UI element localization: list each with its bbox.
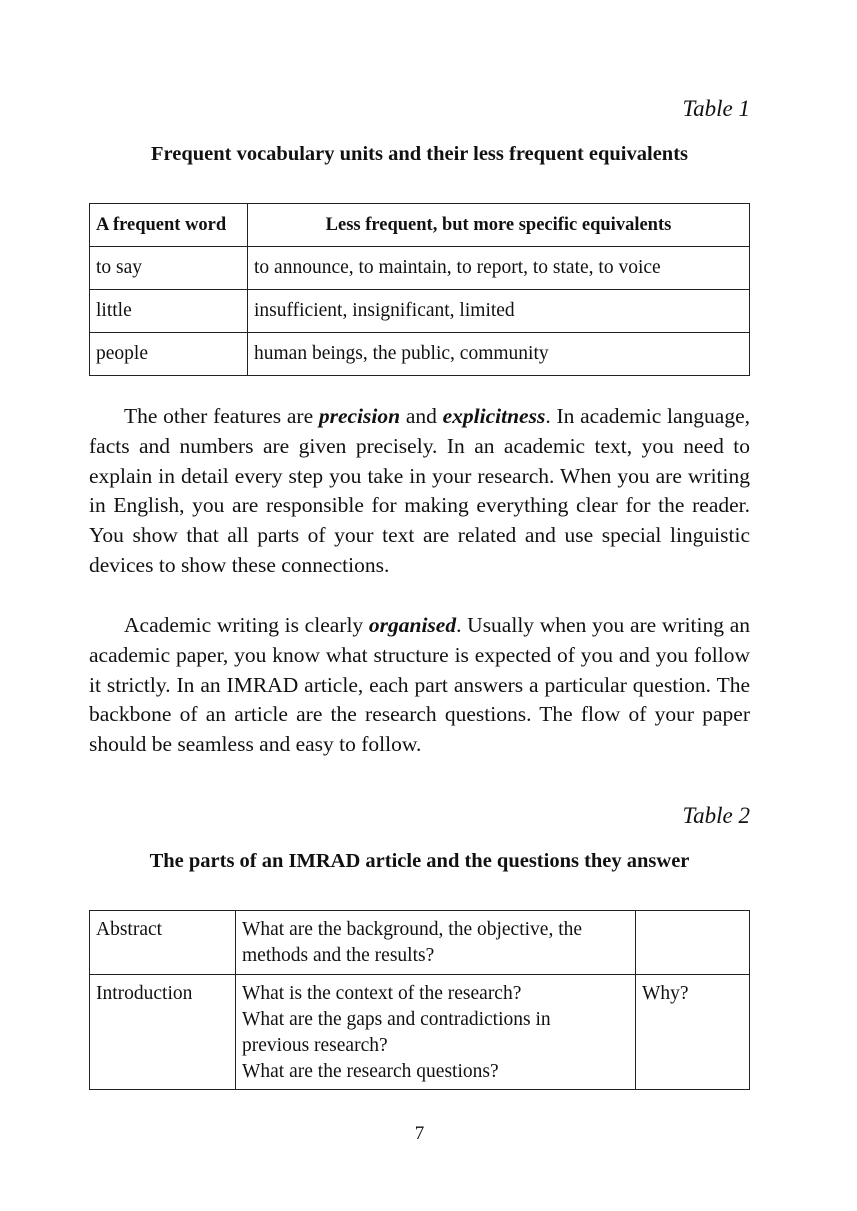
- table-cell-why: Why?: [636, 975, 750, 1090]
- table-cell-questions: [236, 975, 636, 1090]
- table-cell-questions: [236, 911, 636, 975]
- vocabulary-table: [89, 203, 750, 376]
- table-cell: to say: [90, 247, 248, 290]
- table-cell: insufficient, insignificant, limited: [248, 290, 750, 333]
- table-row: [90, 333, 750, 376]
- table-cell: people: [90, 333, 248, 376]
- table-row: [90, 975, 750, 1090]
- paragraph-text: . In academic language, facts and numbers are given precisely. In an academic text, you need to explain in detail every step you take in your research. When you are writing in English, you are responsible for making everything clear for the reader. You show that all parts of your text are related and use special linguistic devices to show these connections.: [89, 404, 750, 577]
- column-header-equivalents: Less frequent, but more specific equivalents: [248, 204, 750, 247]
- question-line: What is the context of the research?: [242, 983, 522, 1004]
- paragraph-text: and: [400, 404, 443, 428]
- imrad-table: [89, 910, 750, 1090]
- page-number: 7: [414, 1123, 425, 1144]
- table-row: [90, 290, 750, 333]
- table-cell: little: [90, 290, 248, 333]
- column-header-frequent-word: A frequent word: [90, 204, 248, 247]
- table-1-caption: Frequent vocabulary units and their less frequent equivalents: [150, 143, 689, 165]
- question-line: What are the research questions?: [242, 1061, 499, 1082]
- paragraph-organised: [89, 611, 750, 760]
- table-row: [90, 247, 750, 290]
- question-line: What are the gaps and contradictions in: [242, 1009, 551, 1030]
- table-2-label: Table 2: [682, 803, 750, 828]
- table-cell-why: [636, 911, 750, 975]
- table-row: [90, 911, 750, 975]
- table-1-label: Table 1: [682, 96, 750, 121]
- table-cell: to announce, to maintain, to report, to state, to voice: [248, 247, 750, 290]
- paragraph-precision: [89, 402, 750, 581]
- term-precision: precision: [318, 404, 401, 428]
- question-line: previous research?: [242, 1035, 388, 1056]
- term-explicitness: explicitness: [442, 404, 546, 428]
- table-cell-part: Introduction: [90, 975, 236, 1090]
- table-2-caption: The parts of an IMRAD article and the questions they answer: [149, 850, 690, 872]
- paragraph-text: The other features are: [124, 404, 319, 428]
- term-organised: organised: [368, 613, 457, 637]
- question-line: methods and the results?: [242, 945, 435, 966]
- table-header-row: [90, 204, 750, 247]
- paragraph-text: . Usually when you are writing an academic paper, you know what structure is expected of you and you follow it strictly. In an IMRAD article, each part answers a particular question. The backbone of an article are the research questions. The flow of your paper should be seamless and easy to follow.: [89, 613, 750, 757]
- table-cell-part: Abstract: [90, 911, 236, 975]
- table-cell: human beings, the public, community: [248, 333, 750, 376]
- question-line: What are the background, the objective, the: [242, 919, 583, 940]
- paragraph-text: Academic writing is clearly: [124, 613, 369, 637]
